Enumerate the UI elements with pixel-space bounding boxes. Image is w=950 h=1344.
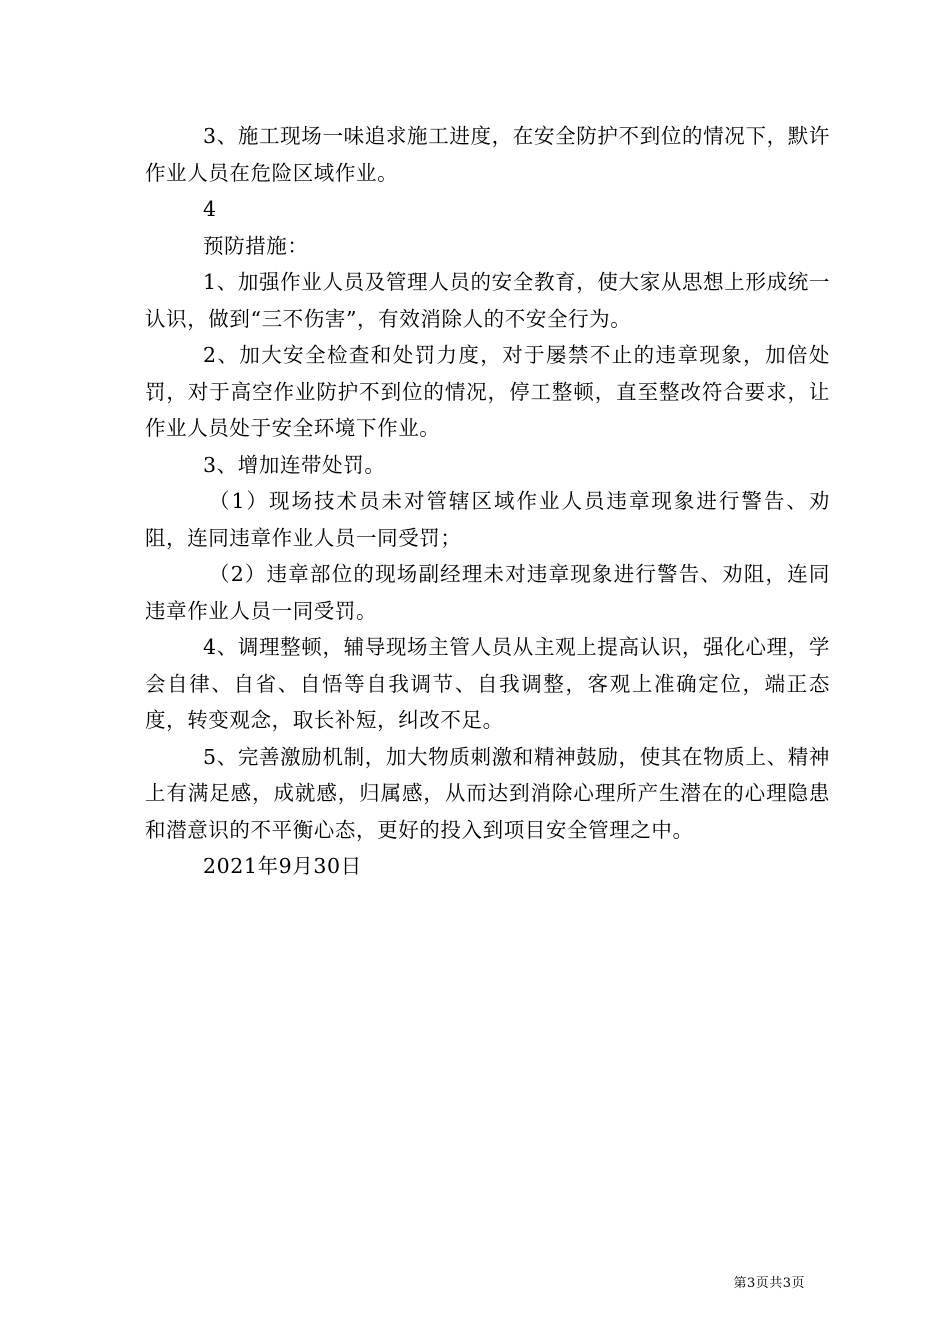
paragraph-measure-2: 2、加大安全检查和处罚力度，对于屡禁不止的违章现象，加倍处罚，对于高空作业防护不到位的情况，停工整顿，直至整改符合要求，让作业人员处于安全环境下作业。 (145, 343, 830, 440)
paragraph-prevention-heading: 预防措施： (203, 233, 309, 258)
paragraph-number-4: 4 (203, 197, 217, 221)
page-number-footer: 第3页共3页 (733, 1276, 805, 1291)
document-body (145, 118, 830, 885)
paragraph-measure-1: 1、加强作业人员及管理人员的安全教育，使大家从思想上形成统一认识，做到“三不伤害”，有效消除人的不安全行为。 (145, 270, 830, 331)
paragraph-cause-3: 3、施工现场一味追求施工进度，在安全防护不到位的情况下，默许作业人员在危险区域作业。 (145, 124, 830, 185)
paragraph-measure-3-sub-1: （1）现场技术员未对管辖区域作业人员违章现象进行警告、劝阻，连同违章作业人员一同受罚； (145, 489, 830, 550)
document-date: 2021年9月30日 (203, 854, 362, 878)
paragraph-measure-3-sub-2: （2）违章部位的现场副经理未对违章现象进行警告、劝阻，连同违章作业人员一同受罚。 (145, 562, 830, 623)
paragraph-measure-3: 3、增加连带处罚。 (203, 452, 386, 477)
paragraph-measure-4: 4、调理整顿，辅导现场主管人员从主观上提高认识，强化心理，学会自律、自省、自悟等自我调节、自我调整，客观上准确定位，端正态度，转变观念，取长补短，纠改不足。 (145, 635, 830, 732)
paragraph-measure-5: 5、完善激励机制，加大物质刺激和精神鼓励，使其在物质上、精神上有满足感，成就感，归属感，从而达到消除心理所产生潜在的心理隐患和潜意识的不平衡心态，更好的投入到项目安全管理之中。 (145, 744, 830, 842)
